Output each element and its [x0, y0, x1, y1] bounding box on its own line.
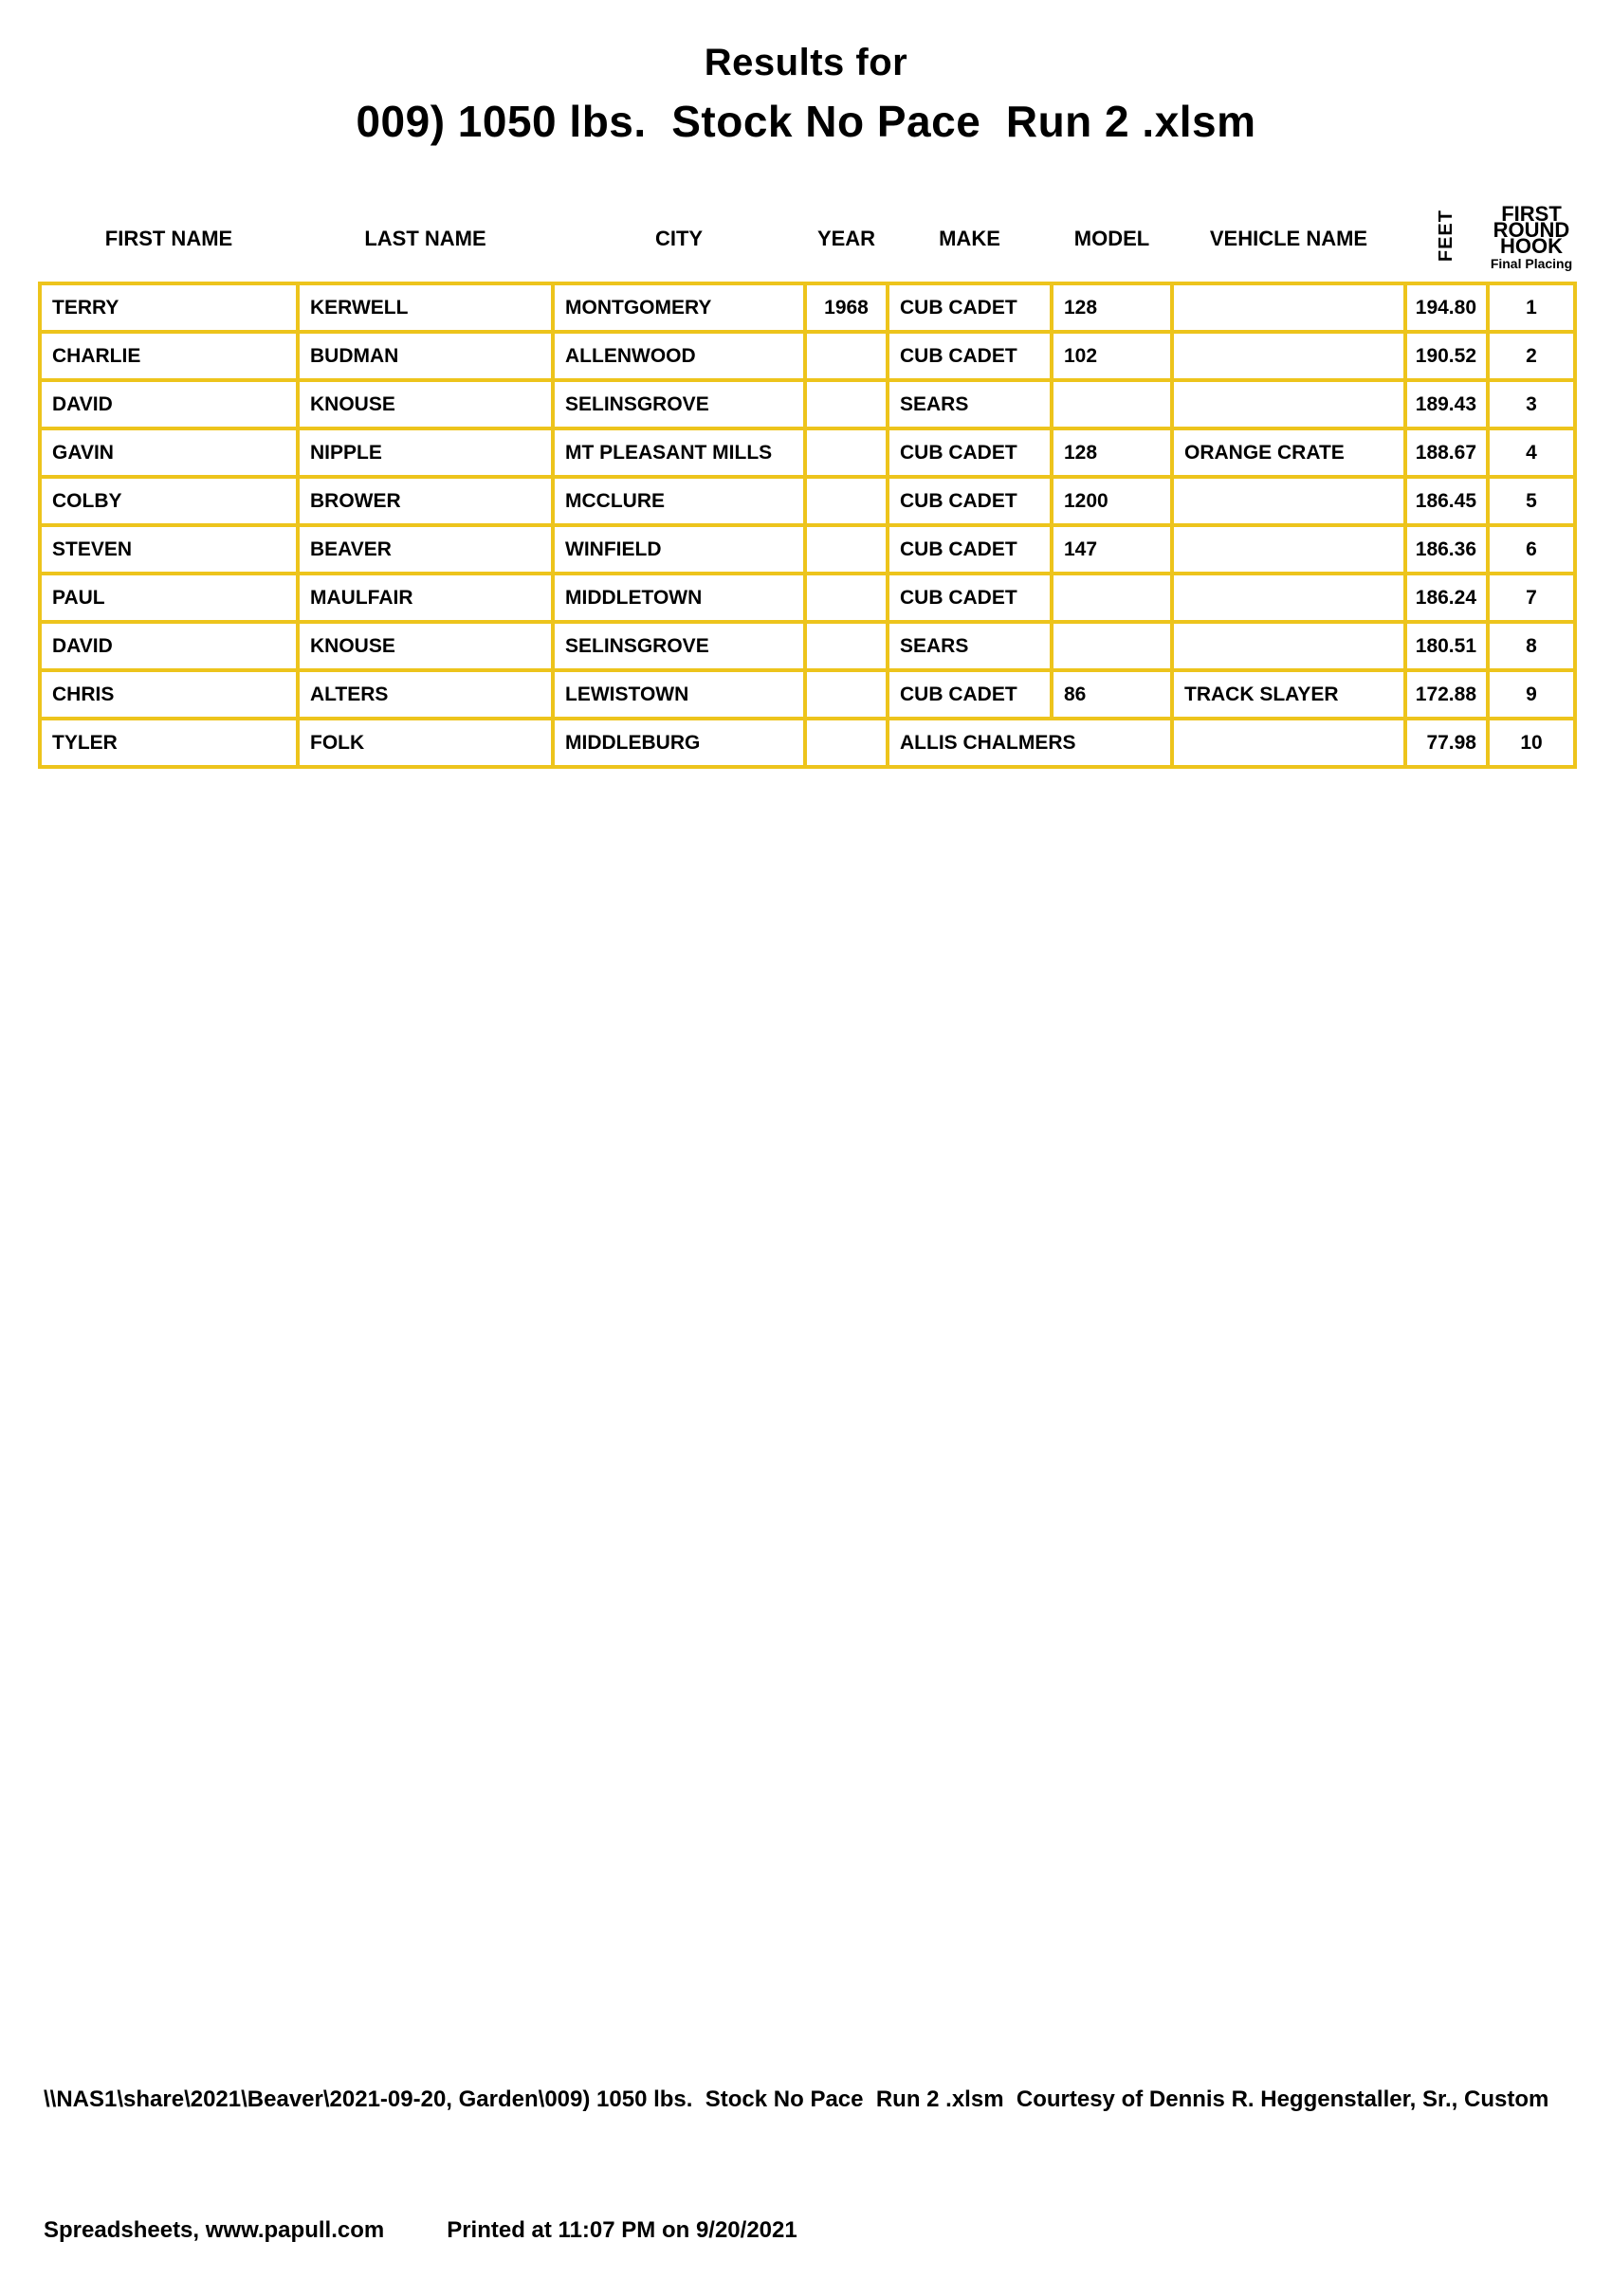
cell-vehicle-name: [1172, 574, 1405, 622]
cell-city: WINFIELD: [553, 525, 805, 574]
cell-last-name: KNOUSE: [298, 380, 553, 428]
page-title-line1: Results for: [704, 42, 908, 83]
table-row: [40, 428, 1575, 477]
footer-site-text: Spreadsheets, www.papull.com: [44, 2217, 385, 2243]
cell-make: CUB CADET: [888, 283, 1052, 332]
cell-model: 128: [1052, 283, 1172, 332]
cell-make: CUB CADET: [888, 332, 1052, 380]
col-header-make: MAKE: [939, 227, 1000, 250]
cell-last-name: KERWELL: [298, 283, 553, 332]
cell-year: [805, 622, 888, 670]
col-header-feet: [1405, 196, 1488, 283]
cell-last-name: FOLK: [298, 719, 553, 767]
cell-make: CUB CADET: [888, 477, 1052, 525]
table-row: [40, 477, 1575, 525]
cell-placing: 8: [1488, 622, 1575, 670]
table-row: [40, 574, 1575, 622]
table-row: [40, 719, 1575, 767]
table-header-row: [40, 196, 1575, 283]
cell-feet: 190.52: [1405, 332, 1488, 380]
cell-feet: 188.67: [1405, 428, 1488, 477]
cell-make: SEARS: [888, 380, 1052, 428]
table-row: [40, 283, 1575, 332]
feet-rotated-label: FEET: [1436, 210, 1456, 263]
cell-make: CUB CADET: [888, 525, 1052, 574]
col-header-year: YEAR: [816, 227, 876, 250]
cell-vehicle-name: ORANGE CRATE: [1172, 428, 1405, 477]
cell-vehicle-name: TRACK SLAYER: [1172, 670, 1405, 719]
cell-last-name: MAULFAIR: [298, 574, 553, 622]
cell-first-name: TYLER: [40, 719, 298, 767]
cell-year: [805, 428, 888, 477]
footer-printed-text: Printed at 11:07 PM on 9/20/2021: [447, 2217, 797, 2243]
cell-feet: 189.43: [1405, 380, 1488, 428]
cell-city: MCCLURE: [553, 477, 805, 525]
cell-model: 147: [1052, 525, 1172, 574]
page-title-line2: 009) 1050 lbs. Stock No Pace Run 2 .xlsm: [356, 97, 1256, 146]
hook-label-main: FIRST ROUND HOOK: [1493, 202, 1570, 258]
cell-first-name: CHRIS: [40, 670, 298, 719]
cell-year: [805, 574, 888, 622]
cell-placing: 7: [1488, 574, 1575, 622]
cell-make: CUB CADET: [888, 574, 1052, 622]
cell-city: MIDDLETOWN: [553, 574, 805, 622]
table-row: [40, 622, 1575, 670]
cell-city: ALLENWOOD: [553, 332, 805, 380]
col-header-last-name: LAST NAME: [364, 227, 486, 250]
cell-last-name: BROWER: [298, 477, 553, 525]
cell-model: 128: [1052, 428, 1172, 477]
cell-city: LEWISTOWN: [553, 670, 805, 719]
cell-vehicle-name: [1172, 332, 1405, 380]
page-footer: [44, 1991, 1561, 2296]
col-header-city: CITY: [654, 227, 704, 250]
cell-year: [805, 670, 888, 719]
cell-vehicle-name: [1172, 525, 1405, 574]
col-header-model: MODEL: [1073, 227, 1150, 250]
cell-city: SELINSGROVE: [553, 380, 805, 428]
footer-path-text: \\NAS1\share\2021\Beaver\2021-09-20, Garden\009) 1050 lbs. Stock No Pace Run 2 .xlsm Courtesy of Dennis R. Heggenstaller, Sr., Custom: [44, 2086, 1549, 2112]
results-table: [38, 196, 1577, 769]
cell-vehicle-name: [1172, 477, 1405, 525]
cell-placing: 9: [1488, 670, 1575, 719]
cell-make: ALLIS CHALMERS: [888, 719, 1172, 767]
cell-city: SELINSGROVE: [553, 622, 805, 670]
cell-placing: 6: [1488, 525, 1575, 574]
cell-year: 1968: [805, 283, 888, 332]
cell-feet: 194.80: [1405, 283, 1488, 332]
cell-model: 86: [1052, 670, 1172, 719]
cell-model: [1052, 622, 1172, 670]
cell-year: [805, 380, 888, 428]
cell-last-name: BUDMAN: [298, 332, 553, 380]
table-row: [40, 332, 1575, 380]
table-row: [40, 670, 1575, 719]
cell-first-name: STEVEN: [40, 525, 298, 574]
col-header-first-name: FIRST NAME: [104, 227, 233, 250]
cell-year: [805, 719, 888, 767]
footer-second-line: [44, 2209, 1561, 2252]
cell-city: MONTGOMERY: [553, 283, 805, 332]
cell-model: [1052, 380, 1172, 428]
cell-first-name: TERRY: [40, 283, 298, 332]
cell-model: 102: [1052, 332, 1172, 380]
cell-year: [805, 477, 888, 525]
results-page: [0, 42, 1612, 2243]
hook-label-sub: Final Placing: [1490, 256, 1573, 271]
cell-feet: 186.45: [1405, 477, 1488, 525]
cell-placing: 10: [1488, 719, 1575, 767]
cell-first-name: DAVID: [40, 380, 298, 428]
cell-first-name: COLBY: [40, 477, 298, 525]
cell-vehicle-name: [1172, 283, 1405, 332]
cell-vehicle-name: [1172, 719, 1405, 767]
cell-first-name: CHARLIE: [40, 332, 298, 380]
cell-placing: 1: [1488, 283, 1575, 332]
table-row: [40, 380, 1575, 428]
cell-feet: 186.24: [1405, 574, 1488, 622]
cell-year: [805, 332, 888, 380]
cell-first-name: GAVIN: [40, 428, 298, 477]
cell-placing: 4: [1488, 428, 1575, 477]
cell-placing: 3: [1488, 380, 1575, 428]
col-header-vehicle-name: VEHICLE NAME: [1209, 227, 1368, 250]
cell-city: MT PLEASANT MILLS: [553, 428, 805, 477]
cell-model: 1200: [1052, 477, 1172, 525]
cell-placing: 5: [1488, 477, 1575, 525]
cell-feet: 77.98: [1405, 719, 1488, 767]
cell-make: CUB CADET: [888, 428, 1052, 477]
cell-model: [1052, 574, 1172, 622]
col-header-first-round-hook: [1488, 196, 1575, 283]
cell-feet: 172.88: [1405, 670, 1488, 719]
results-sheet: [38, 196, 1612, 769]
table-row: [40, 525, 1575, 574]
cell-first-name: DAVID: [40, 622, 298, 670]
cell-city: MIDDLEBURG: [553, 719, 805, 767]
table-body: [40, 283, 1575, 767]
cell-last-name: ALTERS: [298, 670, 553, 719]
cell-make: CUB CADET: [888, 670, 1052, 719]
cell-first-name: PAUL: [40, 574, 298, 622]
cell-vehicle-name: [1172, 622, 1405, 670]
cell-last-name: BEAVER: [298, 525, 553, 574]
cell-feet: 186.36: [1405, 525, 1488, 574]
cell-year: [805, 525, 888, 574]
cell-placing: 2: [1488, 332, 1575, 380]
cell-last-name: KNOUSE: [298, 622, 553, 670]
cell-make: SEARS: [888, 622, 1052, 670]
cell-last-name: NIPPLE: [298, 428, 553, 477]
cell-feet: 180.51: [1405, 622, 1488, 670]
cell-vehicle-name: [1172, 380, 1405, 428]
